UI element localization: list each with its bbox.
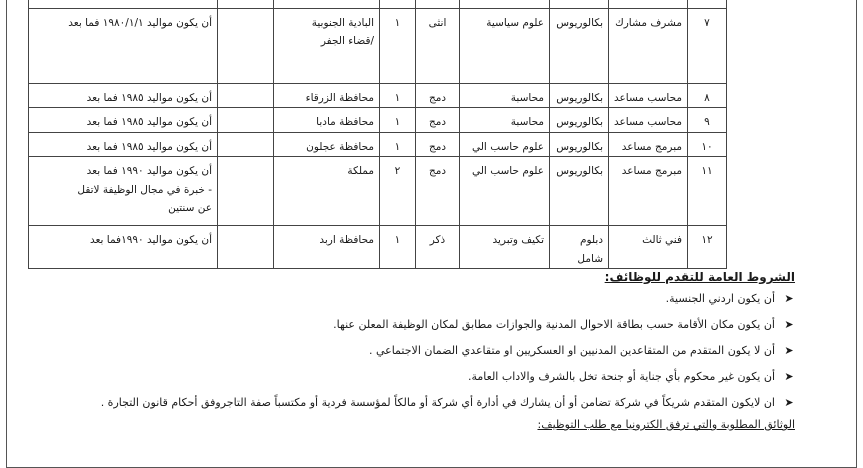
condition-text: ان لايكون المتقدم شريكاً في شركة تضامن أو أن يشارك في أدارة أي شركة أو مالكاً لمؤسسة فردية أو مكتسباً صفة التاجروفق أحكام قانون التجارة . (100, 396, 775, 409)
special-conditions (29, 84, 218, 108)
vacancy-count: ٢ (380, 157, 416, 226)
condition-item (70, 364, 795, 390)
arrow-bullet-icon: ➤ (784, 292, 794, 305)
required-documents-title: الوثائق المطلوبة والتي ترفق الكترونيا مع طلب التوظيف: (537, 418, 795, 431)
table-row (29, 9, 727, 84)
special-conditions (29, 9, 218, 84)
degree: دبلوم شامل (550, 226, 609, 269)
condition-item (70, 312, 795, 338)
degree: بكالوريوس (550, 108, 609, 132)
special-conditions (29, 157, 218, 226)
special-conditions-line: عن سنتين (168, 201, 212, 214)
specialty: علوم سياسية (460, 9, 550, 84)
location-line: محافظة عجلون (306, 140, 374, 153)
condition-item (70, 338, 795, 364)
gender: انثى (416, 9, 460, 84)
location-line: محافظة الزرقاء (305, 92, 374, 104)
special-conditions-line: أن يكون مواليد ١٩٨٥ فما بعد (86, 140, 212, 153)
row-number: ٩ (688, 108, 727, 132)
location (274, 84, 380, 108)
job-title: مشرف مشارك (609, 9, 688, 84)
special-conditions (29, 226, 218, 269)
table-row (29, 108, 727, 132)
special-conditions-line: أن يكون مواليد ١٩٨٠/١/١ فما بعد (68, 17, 212, 29)
special-conditions-line: - خبرة في مجال الوظيفة لاتقل (77, 183, 212, 196)
job-title: محاسب مساعد (609, 108, 688, 132)
degree: بكالوريوس (550, 84, 609, 108)
specialty: علوم حاسب الي (460, 132, 550, 156)
job-title: فني ثالث (609, 226, 688, 269)
arrow-bullet-icon: ➤ (784, 318, 794, 331)
vacancy-count: ١ (380, 9, 416, 84)
vacancy-count: ١ (380, 108, 416, 132)
gender: دمج (416, 157, 460, 226)
row-number: ١١ (688, 157, 727, 226)
arrow-bullet-icon: ➤ (784, 344, 794, 357)
general-conditions-title: الشروط العامة للتقدم للوظائف: (604, 270, 795, 284)
specialty: تكيف وتبريد (460, 226, 550, 269)
degree: بكالوريوس (550, 157, 609, 226)
vacancy-count: ١ (380, 132, 416, 156)
empty-cell (218, 108, 274, 132)
table-header-remnant (29, 0, 727, 9)
specialty: محاسبة (460, 108, 550, 132)
special-conditions-line: أن يكون مواليد ١٩٨٥ فما بعد (86, 116, 212, 129)
degree: بكالوريوس (550, 132, 609, 156)
location-line: محافظة اربد (319, 234, 374, 247)
empty-cell (218, 157, 274, 226)
row-number: ١٠ (688, 132, 727, 156)
table-row (29, 132, 727, 156)
location-line: مملكة (347, 165, 374, 178)
table-row (29, 157, 727, 226)
special-conditions-line: أن يكون مواليد ١٩٩٠ فما بعد (86, 165, 212, 178)
location (274, 226, 380, 269)
table-row (29, 84, 727, 108)
condition-text: أن يكون مكان الأقامة حسب بطاقة الاحوال المدنية والجوازات مطابق لمكان الوظيفة المعلن عنها. (333, 318, 775, 331)
specialty: محاسبة (460, 84, 550, 108)
location (274, 157, 380, 226)
special-conditions (29, 132, 218, 156)
gender: دمج (416, 108, 460, 132)
empty-cell (218, 132, 274, 156)
condition-text: أن يكون اردني الجنسية. (665, 292, 775, 305)
job-title: مبرمج مساعد (609, 132, 688, 156)
special-conditions-line: أن يكون مواليد ١٩٩٠فما بعد (89, 234, 212, 247)
empty-cell (218, 84, 274, 108)
condition-text: أن يكون غير محكوم بأي جناية أو جنحة تخل بالشرف والاداب العامة. (468, 370, 775, 383)
arrow-bullet-icon: ➤ (784, 396, 794, 409)
general-conditions-section (70, 270, 795, 431)
arrow-bullet-icon: ➤ (784, 370, 794, 383)
specialty: علوم حاسب الي (460, 157, 550, 226)
vacancy-count: ١ (380, 226, 416, 269)
degree: بكالوريوس (550, 9, 609, 84)
special-conditions-line: أن يكون مواليد ١٩٨٥ فما بعد (86, 92, 212, 104)
table-row (29, 226, 727, 269)
gender: دمج (416, 84, 460, 108)
location (274, 9, 380, 84)
location-line: البادية الجنوبية (311, 17, 374, 29)
job-title: مبرمج مساعد (609, 157, 688, 226)
gender: ذكر (416, 226, 460, 269)
empty-cell (218, 226, 274, 269)
jobs-table (28, 0, 727, 269)
job-title: محاسب مساعد (609, 84, 688, 108)
row-number: ١٢ (688, 226, 727, 269)
location-line: /قضاء الجفر (320, 35, 374, 48)
condition-item (70, 286, 795, 312)
row-number: ٨ (688, 84, 727, 108)
location (274, 132, 380, 156)
condition-text: أن لا يكون المتقدم من المتقاعدين المدنيين او العسكريين او متقاعدي الضمان الاجتماعي . (368, 344, 775, 357)
condition-item (70, 390, 795, 416)
gender: دمج (416, 132, 460, 156)
location (274, 108, 380, 132)
general-conditions-list (70, 286, 795, 416)
empty-cell (218, 9, 274, 84)
row-number: ٧ (688, 9, 727, 84)
special-conditions (29, 108, 218, 132)
vacancy-count: ١ (380, 84, 416, 108)
location-line: محافظة مادبا (316, 116, 374, 129)
